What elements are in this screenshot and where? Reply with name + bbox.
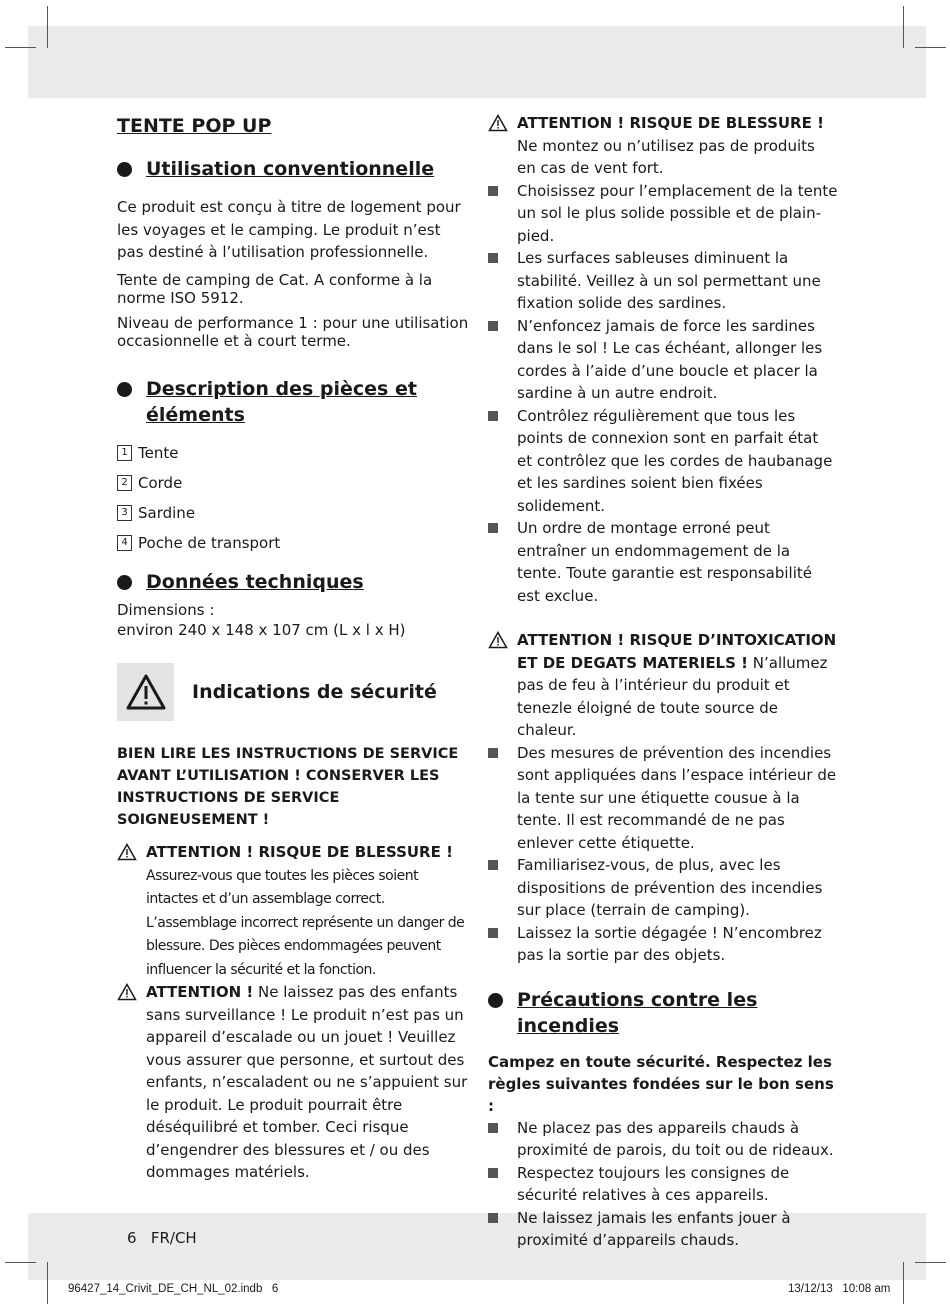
warning-wind-title: ATTENTION ! RISQUE DE BLESSURE ! (517, 114, 824, 132)
read-instructions-notice: BIEN LIRE LES INSTRUCTIONS DE SERVICE AVANT L’UTILISATION ! CONSERVER LES INSTRUCTIONS DE SERVICE SOIGNEUSEMENT ! (117, 746, 459, 828)
warning-triangle-icon (488, 629, 517, 742)
fire-intro: Campez en toute sécurité. Respectez les règles suivantes fondées sur le bon sens : (488, 1052, 834, 1115)
square-bullet-icon (488, 253, 498, 263)
square-bullet-icon (488, 748, 498, 758)
section-usage-title: Utilisation conventionnelle (146, 158, 435, 180)
warning-intoxication-title: ATTENTION ! RISQUE D’INTOXICATION ET DE DEGATS MATERIELS ! (517, 631, 837, 672)
section-fire-title: Précautions contre les incendies (517, 988, 758, 1037)
square-bullet-icon (488, 523, 498, 533)
list-item: Laissez la sortie dégagée ! N’encombrez pas la sortie par des objets. (488, 922, 838, 967)
part-label: Sardine (138, 503, 196, 522)
list-item: Ne laissez jamais les enfants jouer à proximité d’appareils chauds. (488, 1207, 838, 1252)
safety-heading (117, 663, 469, 721)
header-band (28, 26, 926, 98)
crop-mark (47, 6, 48, 48)
list-item: Ne placez pas des appareils chauds à proximité de parois, du toit ou de rideaux. (488, 1117, 838, 1162)
warning-injury-title: ATTENTION ! RISQUE DE BLESSURE ! (146, 843, 453, 861)
part-label: Poche de transport (138, 533, 281, 552)
round-bullet-icon (488, 993, 503, 1008)
warning-injury-text: Assurez-vous que toutes les pièces soient intactes et d’un assemblage correct. L’assemblage incorrect représente un danger de blessure. Des pièces endommagées peuvent influencer la sécurité et la fonction. (146, 867, 465, 978)
dimensions-label: Dimensions : (117, 600, 215, 619)
print-file-name: 96427_14_Crivit_DE_CH_NL_02.indb 6 (68, 1283, 279, 1295)
part-label: Tente (138, 443, 179, 462)
part-number-box: 3 (117, 505, 132, 521)
warning-triangle-icon (488, 112, 517, 180)
crop-mark (915, 47, 946, 48)
warning-wind (488, 112, 838, 180)
warning-injury (117, 841, 469, 981)
crop-mark (903, 6, 904, 48)
warning-wind-text: Ne montez ou n’utilisez pas de produits en cas de vent fort. (517, 136, 815, 177)
list-item: N’enfoncez jamais de force les sardines dans le sol ! Le cas échéant, allonger les cordes à l’aide d’une boucle et placer la sardine à un autre endroit. (488, 315, 838, 405)
usage-paragraph-1: Ce produit est conçu à titre de logement pour les voyages et le camping. Le produit n’est pas destiné à l’utilisation professionnelle. (117, 198, 461, 261)
part-item (117, 442, 469, 464)
square-bullet-icon (488, 1213, 498, 1223)
square-bullet-icon (488, 411, 498, 421)
list-item: Respectez toujours les consignes de sécurité relatives à ces appareils. (488, 1162, 838, 1207)
square-bullet-icon (488, 321, 498, 331)
dimensions-value: environ 240 x 148 x 107 cm (L x l x H) (117, 620, 406, 639)
part-number-box: 2 (117, 475, 132, 491)
list-item: Un ordre de montage erroné peut entraîner un endommagement de la tente. Toute garantie est responsabilité est exclue. (488, 517, 838, 607)
round-bullet-icon (117, 162, 132, 177)
square-bullet-icon (488, 928, 498, 938)
warning-intoxication (488, 629, 838, 742)
part-item (117, 502, 469, 524)
part-item (117, 472, 469, 494)
square-bullet-icon (488, 1123, 498, 1133)
crop-mark (5, 47, 36, 48)
print-date: 13/12/13 10:08 am (788, 1283, 891, 1295)
page-title: TENTE POP UP (117, 115, 272, 137)
round-bullet-icon (117, 382, 132, 397)
warning-children-title: ATTENTION ! (146, 983, 254, 1001)
list-item: Des mesures de prévention des incendies sont appliquées dans l’espace intérieur de la tente sur une étiquette cousue à la tente. Il est recommandé de ne pas enlever cette étiquette. (488, 742, 838, 855)
list-item: Familiarisez-vous, de plus, avec les dispositions de prévention des incendies sur place (terrain de camping). (488, 854, 838, 922)
list-item: Les surfaces sableuses diminuent la stabilité. Veillez à un sol permettant une fixation solide des sardines. (488, 247, 838, 315)
page-number: 6 FR/CH (127, 1229, 197, 1247)
section-parts-heading (117, 376, 469, 428)
part-number-box: 1 (117, 445, 132, 461)
section-tech-heading (117, 569, 469, 595)
warning-children (117, 981, 469, 1184)
usage-paragraph-3: Niveau de performance 1 : pour une utilisation occasionnelle et à court terme. (117, 313, 469, 350)
crop-mark (903, 1262, 904, 1304)
list-item: Contrôlez régulièrement que tous les points de connexion sont en parfait état et contrôlez que les cordes de haubanage et les sardines soient bien fixées solidement. (488, 405, 838, 518)
warning-intoxication-text: N’allumez pas de feu à l’intérieur du produit et tenezle éloigné de toute source de chaleur. (517, 653, 828, 739)
part-label: Corde (138, 473, 183, 492)
crop-mark (47, 1262, 48, 1304)
section-tech-title: Données techniques (146, 570, 364, 593)
warning-triangle-icon (117, 841, 146, 981)
parts-list (117, 442, 469, 554)
square-bullet-icon (488, 860, 498, 870)
warning-children-text: Ne laissez pas des enfants sans surveillance ! Le produit n’est pas un appareil d’escalade ou un jouet ! Veuillez vous assurer que personne, et surtout des enfants, n’escaladent ou ne s’appuient sur le produit. Le produit pourrait être déséquilibré et tomber. Ceci risque d’engendrer des blessures et / ou des dommages matériels. (146, 983, 468, 1181)
section-fire-heading (488, 987, 838, 1039)
safety-title: Indications de sécurité (192, 681, 437, 703)
list-item: Choisissez pour l’emplacement de la tente un sol le plus solide possible et de plain-pied. (488, 180, 838, 248)
usage-paragraph-2: Tente de camping de Cat. A conforme à la norme ISO 5912. (117, 270, 433, 307)
crop-mark (915, 1262, 946, 1263)
section-parts-title: Description des pièces et éléments (146, 377, 417, 426)
warning-triangle-icon (117, 663, 174, 721)
section-usage-heading (117, 156, 469, 182)
round-bullet-icon (117, 575, 132, 590)
right-column (488, 112, 838, 1252)
part-number-box: 4 (117, 535, 132, 551)
crop-mark (5, 1262, 36, 1263)
part-item (117, 532, 469, 554)
square-bullet-icon (488, 186, 498, 196)
left-column (117, 112, 469, 1184)
warning-triangle-icon (117, 981, 146, 1184)
square-bullet-icon (488, 1168, 498, 1178)
